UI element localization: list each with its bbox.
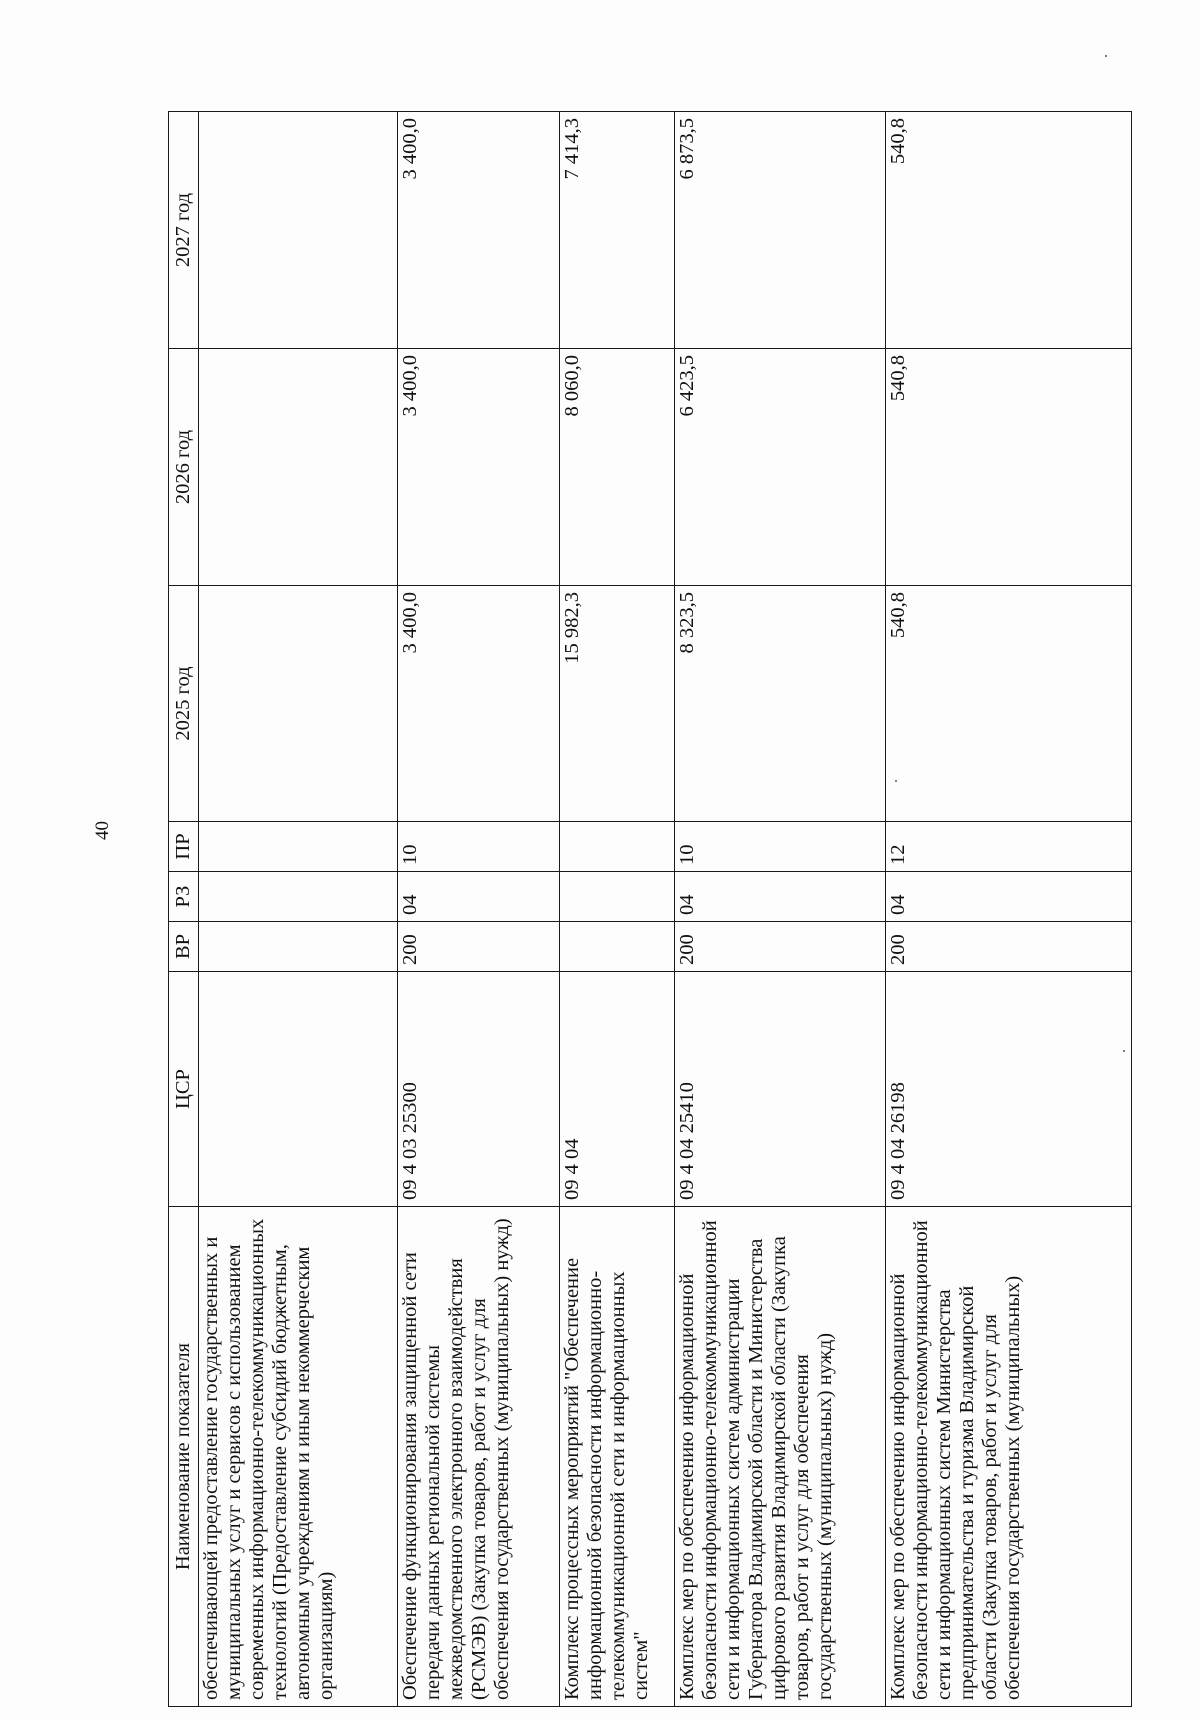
header-pr: ПР <box>169 822 199 872</box>
table-header-row <box>169 112 199 1707</box>
row-rz: 04 <box>398 872 560 922</box>
row-2026: 540,8 <box>886 349 1132 586</box>
row-csr: 09 4 04 <box>560 972 675 1207</box>
row-2025: 15 982,3 <box>560 586 675 822</box>
table-row <box>560 112 675 1707</box>
table-row <box>675 112 886 1707</box>
row-name: Комплекс мер по обеспечению информационной безопасности информационно-телекоммуникационной сети и информационных систем Министерства предпринимательства и туризма Владимирской области (Закупка товаров, работ и услуг для обеспечения государственных (муниципальных) <box>886 1207 1132 1707</box>
row-rz <box>560 872 675 922</box>
budget-table <box>168 111 1132 1707</box>
row-pr: 10 <box>675 822 886 872</box>
row-vr <box>199 922 398 972</box>
header-name: Наименование показателя <box>169 1207 199 1707</box>
row-csr: 09 4 04 25410 <box>675 972 886 1207</box>
row-2027: 6 873,5 <box>675 112 886 349</box>
header-2027: 2027 год <box>169 112 199 349</box>
row-pr: 12 <box>886 822 1132 872</box>
table-row <box>886 112 1132 1707</box>
page-number: 40 <box>92 821 113 840</box>
row-2026: 3 400,0 <box>398 349 560 586</box>
row-csr <box>199 972 398 1207</box>
row-2025: 3 400,0 <box>398 586 560 822</box>
row-name: Обеспечение функционирования защищенной сети передачи данных региональной системы межведомственного электронного взаимодействия (РСМЭВ) (Закупка товаров, работ и услуг для обеспечения государственных (муниципальных) нужд) <box>398 1207 560 1707</box>
row-rz: 04 <box>886 872 1132 922</box>
row-rz <box>199 872 398 922</box>
header-2026: 2026 год <box>169 349 199 586</box>
row-2027: 7 414,3 <box>560 112 675 349</box>
row-2027: 540,8 <box>886 112 1132 349</box>
table-row <box>398 112 560 1707</box>
row-2027: 3 400,0 <box>398 112 560 349</box>
row-vr: 200 <box>675 922 886 972</box>
row-2026: 6 423,5 <box>675 349 886 586</box>
header-csr: ЦСР <box>169 972 199 1207</box>
budget-table-frame <box>168 112 1128 1707</box>
row-2025: 540,8 <box>886 586 1132 822</box>
row-rz: 04 <box>675 872 886 922</box>
row-pr <box>199 822 398 872</box>
row-2025: 8 323,5 <box>675 586 886 822</box>
header-vr: ВР <box>169 922 199 972</box>
row-pr <box>560 822 675 872</box>
table-row <box>199 112 398 1707</box>
header-rz: РЗ <box>169 872 199 922</box>
row-pr: 10 <box>398 822 560 872</box>
row-vr: 200 <box>886 922 1132 972</box>
row-vr <box>560 922 675 972</box>
scan-speck <box>1105 55 1107 57</box>
scan-speck <box>895 780 897 782</box>
row-name: Комплекс процессных мероприятий "Обеспечение информационной безопасности информационно-телекоммуникационной сети и информационных систем" <box>560 1207 675 1707</box>
row-name: Комплекс мер по обеспечению информационной безопасности информационно-телекоммуникационной сети и информационных систем администрации Губернатора Владимирской области и Министерства цифрового развития Владимирской области (Закупка товаров, работ и услуг для обеспечения государственных (муниципальных) нужд) <box>675 1207 886 1707</box>
row-csr: 09 4 03 25300 <box>398 972 560 1207</box>
row-vr: 200 <box>398 922 560 972</box>
header-2025: 2025 год <box>169 586 199 822</box>
row-csr: 09 4 04 26198 <box>886 972 1132 1207</box>
row-2025 <box>199 586 398 822</box>
row-2026: 8 060,0 <box>560 349 675 586</box>
row-name: обеспечивающей предоставление государственных и муниципальных услуг и сервисов с использованием современных информационно-телекоммуникационных технологий (Предоставление субсидий бюджетным, автономным учреждениям и иным некоммерческим организациям) <box>199 1207 398 1707</box>
row-2027 <box>199 112 398 349</box>
scan-speck <box>1123 1050 1125 1052</box>
row-2026 <box>199 349 398 586</box>
